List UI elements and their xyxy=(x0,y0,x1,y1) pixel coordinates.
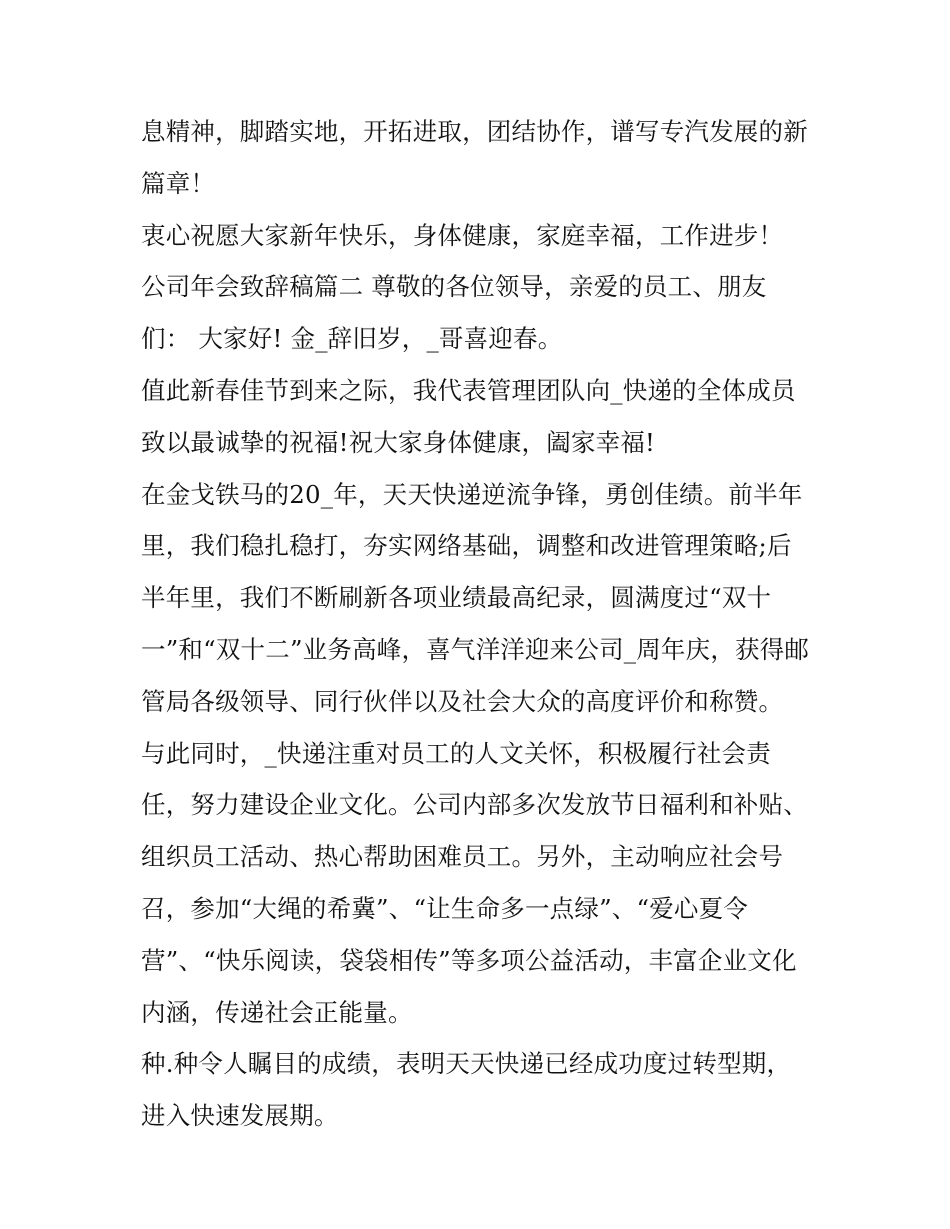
text-line: 息精神，脚踏实地，开拓进取，团结协作，谱写专汽发展的新 xyxy=(141,117,808,146)
text-line: 召，参加“大绳的希冀”、“让生命多一点绿”、“爱心夏令 xyxy=(141,893,749,923)
text-line: 一”和“双十二”业务高峰，喜气洋洋迎来公司_周年庆，获得邮 xyxy=(141,634,810,664)
text-line: 管局各级领导、同行伙伴以及社会大众的高度评价和称赞。 xyxy=(141,686,784,716)
text-line: 在金戈铁马的20_年，天天快递逆流争锋，勇创佳绩。前半年 xyxy=(141,479,803,509)
body-text xyxy=(141,106,841,1142)
text-line: 致以最诚挚的祝福!祝大家身体健康，阖家幸福! xyxy=(141,427,656,457)
text-line: 内涵，传递社会正能量。 xyxy=(141,997,413,1027)
text-line: 种.种令人瞩目的成绩，表明天天快递已经成功度过转型期， xyxy=(141,1049,792,1079)
text-line: 们： 大家好! 金_辞旧岁，_哥喜迎春。 xyxy=(141,324,563,354)
text-line: 与此同时，_快递注重对员工的人文关怀，积极履行社会责 xyxy=(141,738,771,768)
text-line: 任，努力建设企业文化。公司内部多次发放节日福利和补贴、 xyxy=(141,790,808,820)
text-line: 进入快速发展期。 xyxy=(141,1101,339,1131)
text-line: 里，我们稳扎稳打，夯实网络基础，调整和改进管理策略;后 xyxy=(141,531,792,561)
text-line: 衷心祝愿大家新年快乐，身体健康，家庭幸福，工作进步！ xyxy=(141,220,784,250)
text-line: 营”、“快乐阅读，袋袋相传”等多项公益活动，丰富企业文化 xyxy=(141,945,797,975)
text-line: 公司年会致辞稿篇二 尊敬的各位领导，亲爱的员工、朋友 xyxy=(141,272,767,302)
text-line: 组织员工活动、热心帮助困难员工。另外，主动响应社会号 xyxy=(141,842,784,872)
text-line: 半年里，我们不断刷新各项业绩最高纪录，圆满度过“双十 xyxy=(141,583,772,613)
text-line: 值此新春佳节到来之际，我代表管理团队向_快递的全体成员 xyxy=(141,375,796,405)
text-line: 篇章！ xyxy=(141,168,216,198)
